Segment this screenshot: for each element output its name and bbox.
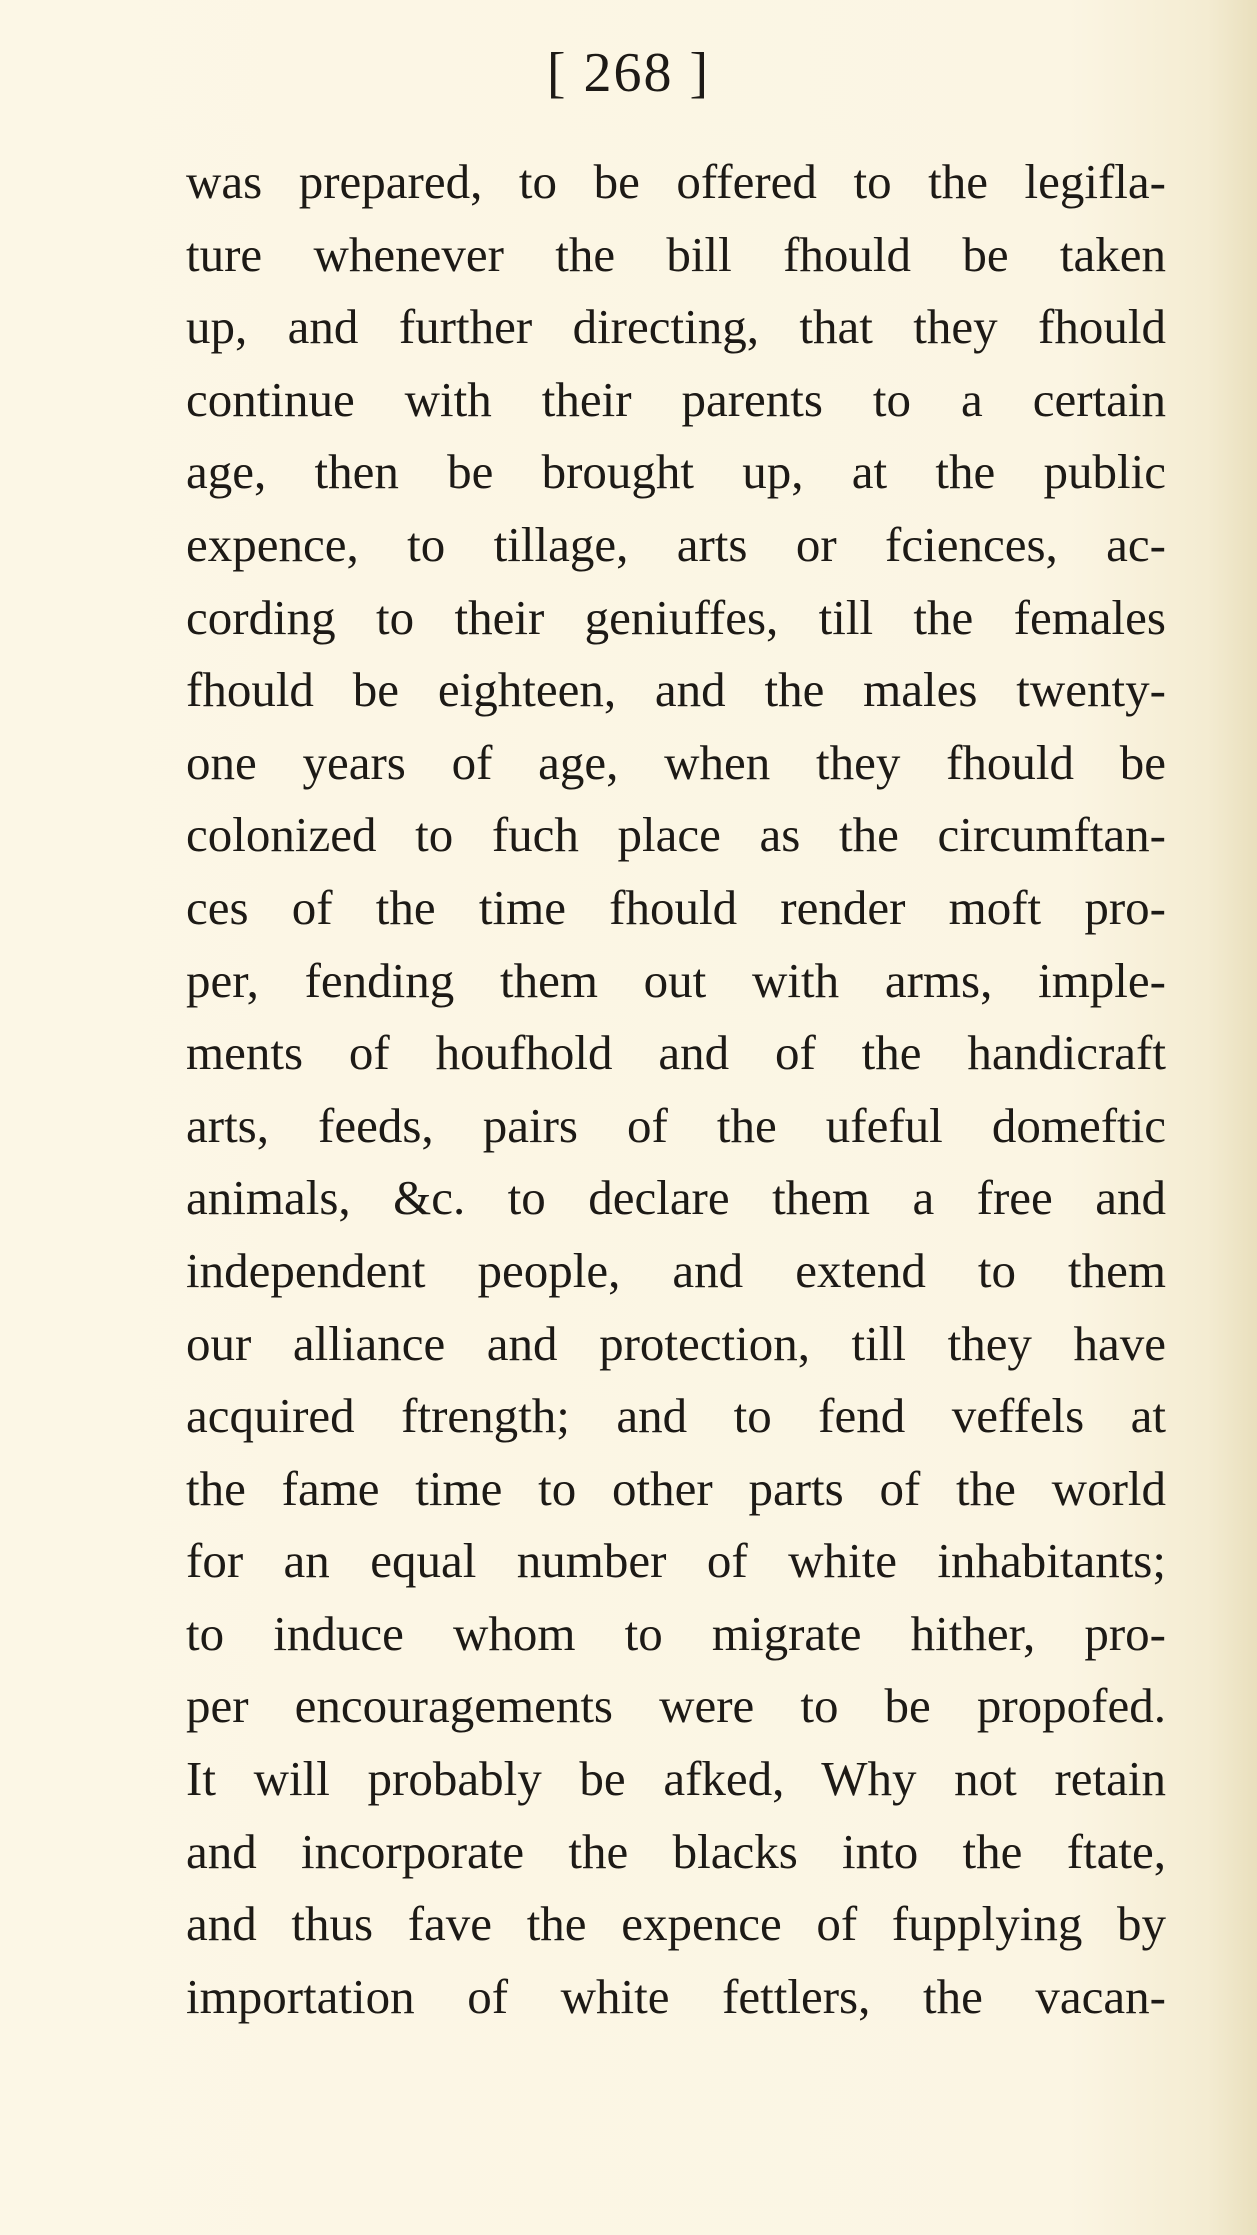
text-line: one years of age, when they fhould be bbox=[186, 734, 1166, 790]
text-line: per, fending them out with arms, imple- bbox=[186, 952, 1166, 1008]
body-text bbox=[186, 146, 1166, 2033]
text-line: ces of the time fhould render moft pro- bbox=[186, 879, 1166, 935]
text-line: colonized to fuch place as the circumftan- bbox=[186, 807, 1166, 863]
text-line: up, and further directing, that they fhould bbox=[186, 299, 1166, 355]
text-line: acquired ftrength; and to fend veffels at bbox=[186, 1388, 1166, 1444]
text-line: and thus fave the expence of fupplying by bbox=[186, 1896, 1166, 1952]
page-number-header: [ 268 ] bbox=[546, 42, 711, 104]
text-line: for an equal number of white inhabitants; bbox=[186, 1533, 1166, 1589]
text-line: arts, feeds, pairs of the ufeful domeftic bbox=[186, 1097, 1166, 1153]
text-line: the fame time to other parts of the world bbox=[186, 1460, 1166, 1516]
text-line: was prepared, to be offered to the legifla- bbox=[186, 154, 1166, 209]
text-line: It will probably be afked, Why not retain bbox=[186, 1751, 1166, 1807]
text-line: ture whenever the bill fhould be taken bbox=[186, 226, 1166, 282]
text-line: fhould be eighteen, and the males twenty- bbox=[186, 662, 1166, 718]
text-line: and incorporate the blacks into the ftate, bbox=[186, 1823, 1166, 1879]
text-line: to induce whom to migrate hither, pro- bbox=[186, 1605, 1166, 1661]
text-line: age, then be brought up, at the public bbox=[186, 444, 1166, 500]
text-line: animals, &c. to declare them a free and bbox=[186, 1170, 1166, 1226]
text-line: expence, to tillage, arts or fciences, ac- bbox=[186, 516, 1166, 572]
text-line: importation of white fettlers, the vacan- bbox=[186, 1968, 1166, 2024]
text-line: our alliance and protection, till they have bbox=[186, 1315, 1166, 1371]
text-line: per encouragements were to be propofed. bbox=[186, 1678, 1166, 1734]
text-line: cording to their geniuffes, till the females bbox=[186, 589, 1166, 645]
text-line: ments of houfhold and of the handicraft bbox=[186, 1025, 1166, 1081]
text-line: independent people, and extend to them bbox=[186, 1242, 1166, 1298]
text-line: continue with their parents to a certain bbox=[186, 371, 1166, 427]
